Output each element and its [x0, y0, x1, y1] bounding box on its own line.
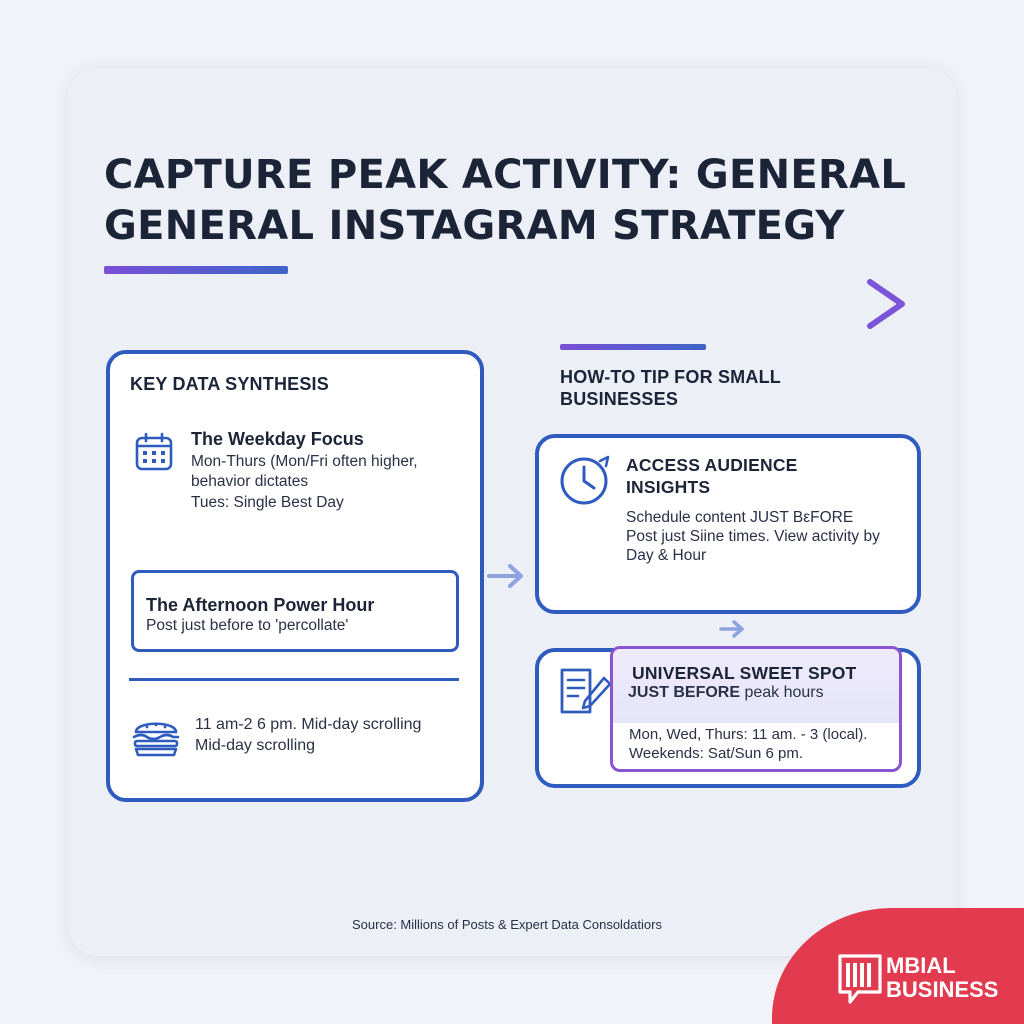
afternoon-power-hour-text: Post just before to 'percollate'	[146, 617, 349, 634]
weekday-focus-line2: behavior dictates	[191, 473, 309, 490]
key-data-heading: KEY DATA SYNTHESIS	[130, 374, 329, 394]
weekday-focus-line1: Mon-Thurs (Mon/Fri often higher,	[191, 453, 418, 470]
insights-title-line1: ACCESS AUDIENCE	[626, 455, 798, 475]
sweet-spot-line2: Weekends: Sat/Sun 6 pm.	[629, 745, 803, 762]
insights-line3: Day & Hour	[626, 547, 707, 564]
left-divider	[129, 678, 459, 681]
document-edit-icon	[556, 666, 612, 718]
insights-title-line2: INSIGHTS	[626, 477, 711, 497]
sweet-spot-title: UNIVERSAL SWEET SPOT	[632, 663, 857, 683]
brand-name-line2: BUSINESS	[886, 977, 999, 1002]
tip-heading-line2: BUSINESSES	[560, 389, 679, 409]
source-footnote: Source: Millions of Posts & Expert Data Consoldatiors	[352, 917, 662, 932]
title-underline	[104, 266, 288, 274]
tip-underline	[560, 344, 706, 350]
page-title: CAPTURE PEAK ACTIVITY: GENERAL GENERAL INSTAGRAM STRATEGY	[104, 152, 907, 249]
news-logo-icon	[836, 952, 884, 1006]
midday-line2: Mid-day scrolling	[195, 737, 316, 754]
afternoon-power-hour-title: The Afternoon Power Hour	[146, 595, 375, 615]
sweet-spot-line1: Mon, Wed, Thurs: 11 am. - 3 (local).	[629, 726, 868, 743]
connector-arrow-icon	[486, 562, 526, 590]
sweet-spot-subtitle	[628, 682, 824, 703]
tip-heading-line1: HOW-TO TIP FOR SMALL	[560, 367, 781, 387]
sweet-spot-subtitle-bold: JUST BEFORE	[628, 684, 741, 701]
brand-name-line1: MBIAL	[886, 953, 956, 978]
sweet-spot-subtitle-rest: peak hours	[740, 684, 824, 701]
weekday-focus-title: The Weekday Focus	[191, 429, 364, 449]
midday-line1: 11 am-2 6 pm. Mid-day scrolling	[195, 716, 422, 733]
small-arrow-icon	[718, 619, 746, 639]
insights-line1: Schedule content JUST BεFORE	[626, 509, 854, 526]
calendar-icon	[134, 432, 174, 472]
clock-icon	[556, 452, 612, 508]
burger-icon	[131, 716, 181, 758]
insights-line2: Post just Siine times. View activity by	[626, 528, 880, 545]
arrow-right-icon	[690, 278, 914, 334]
weekday-focus-line3: Tues: Single Best Day	[191, 494, 344, 511]
